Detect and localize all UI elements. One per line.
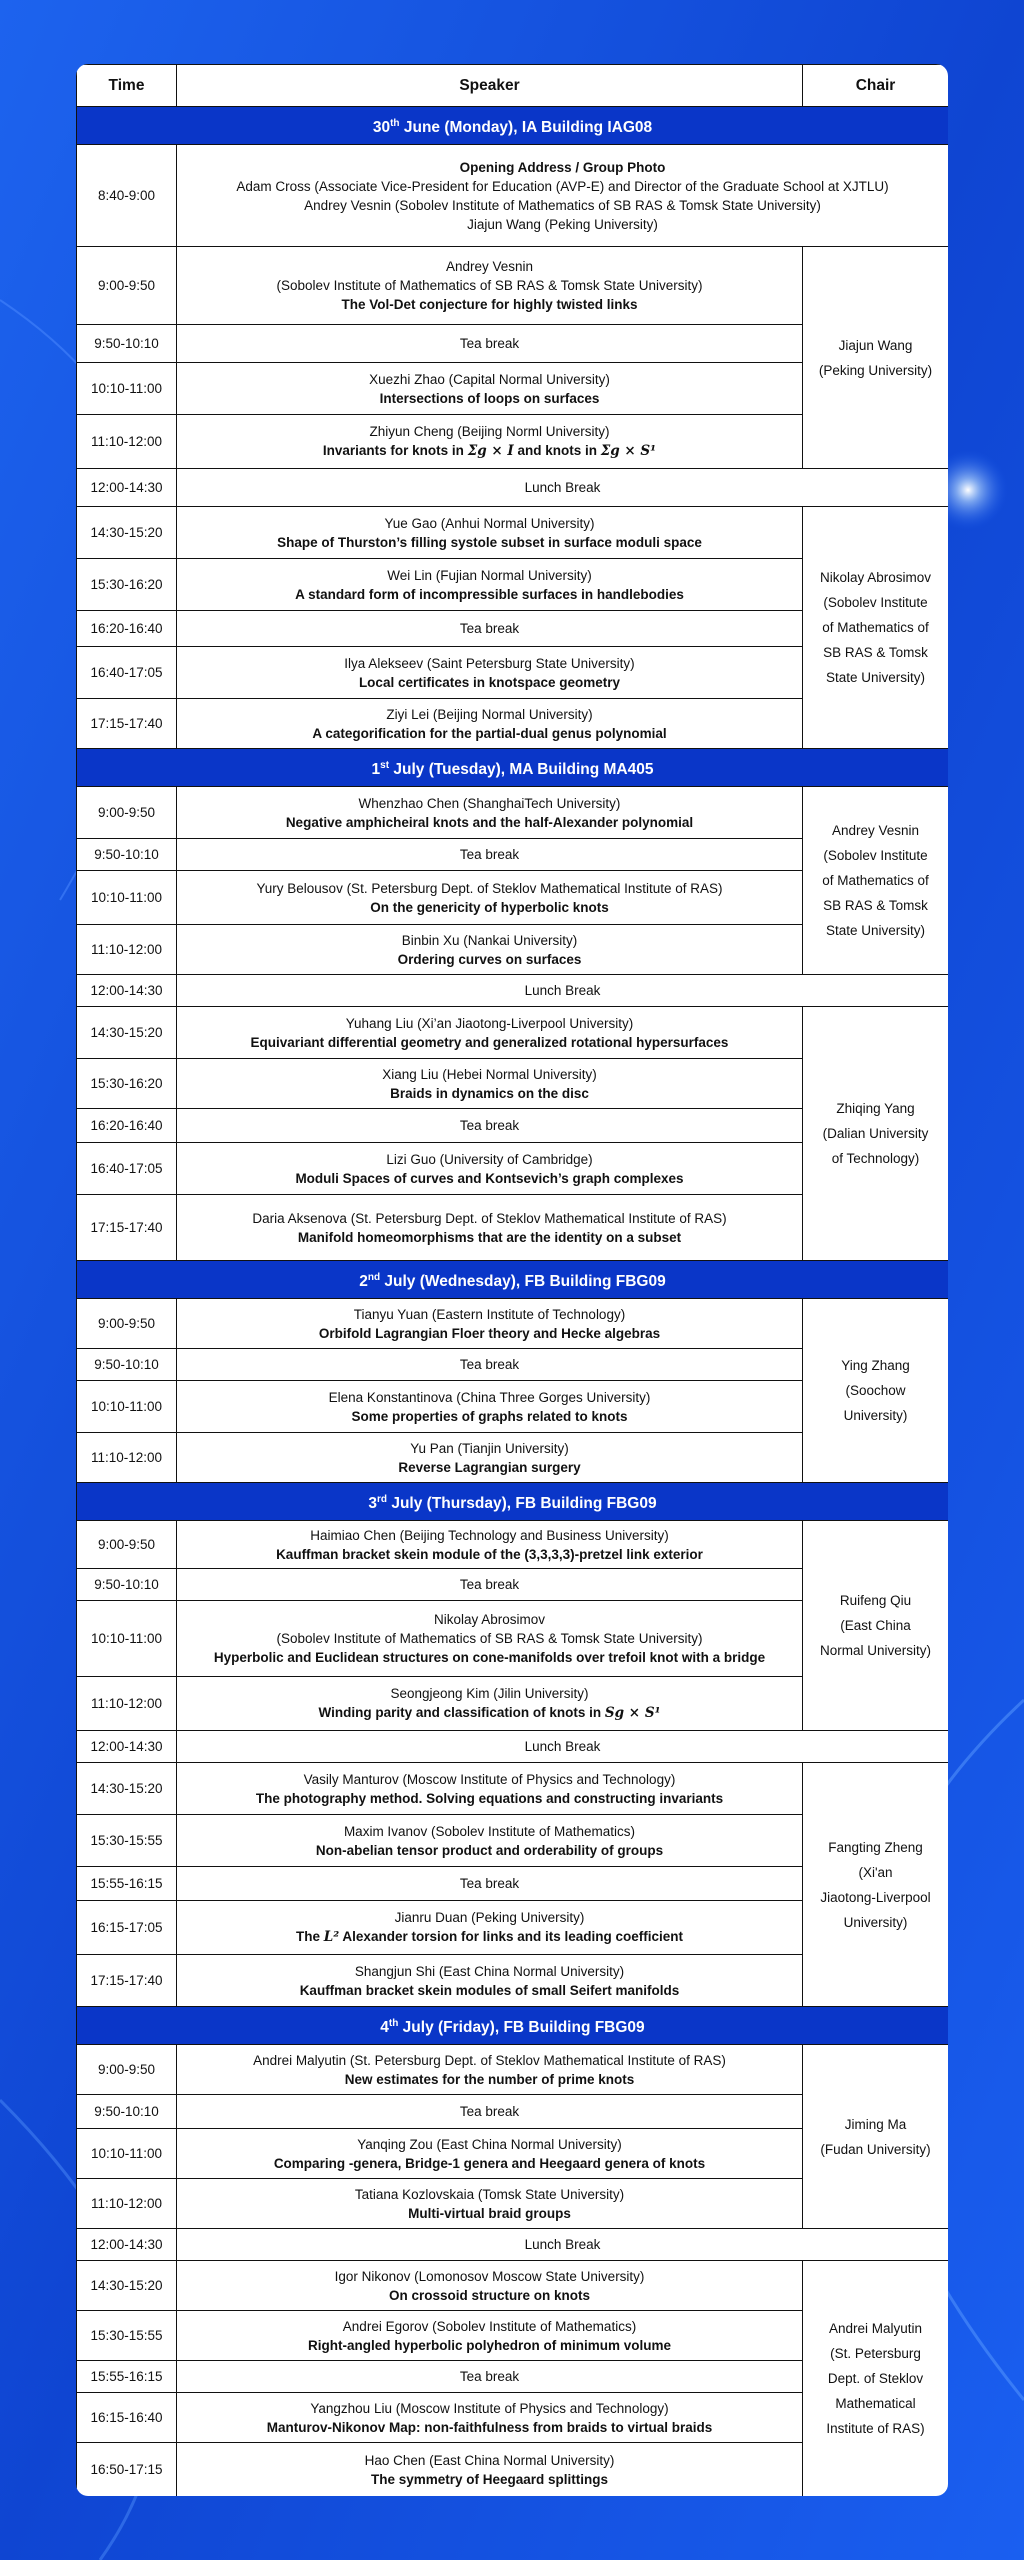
talk-title: Comparing -genera, Bridge-1 genera and Heegaard genera of knots	[273, 2155, 706, 2171]
speaker-line: Xuezhi Zhao (Capital Normal University)	[369, 371, 610, 387]
talk-title: A categorification for the partial-dual genus polynomial	[312, 725, 667, 741]
slot-time: 14:30-15:20	[77, 2261, 177, 2311]
talk-title: Kauffman bracket skein module of the (3,3,3,3)-pretzel link exterior	[276, 1546, 703, 1562]
talk-cell	[177, 2129, 803, 2179]
talk-title: Non-abelian tensor product and orderability of groups	[315, 1842, 664, 1858]
talk-cell	[177, 1955, 803, 2007]
chair-line: Jiaotong-Liverpool	[820, 1889, 931, 1905]
chair-line: (Sobolev Institute	[823, 848, 928, 863]
day-heading: 4th July (Friday), FB Building FBG09	[77, 2007, 949, 2045]
talk-title: Shape of Thurston’s filling systole subset in surface moduli space	[277, 534, 702, 550]
speaker-line: Yuhang Liu (Xi’an Jiaotong-Liverpool University)	[345, 1015, 634, 1031]
slot-time: 14:30-15:20	[77, 507, 177, 559]
chair-line: Normal University)	[819, 1643, 931, 1658]
chair-line: (Dalian University	[822, 1126, 929, 1141]
chair-line: Jiajun Wang	[838, 337, 913, 353]
header-speaker: Speaker	[177, 65, 803, 107]
lunch-break: Lunch Break	[177, 1731, 949, 1763]
talk-cell	[177, 2443, 803, 2497]
speaker-line: Yu Pan (Tianjin University)	[410, 1440, 569, 1456]
talk-cell	[177, 1381, 803, 1433]
talk-cell	[177, 415, 803, 469]
chair-line: Mathematical	[835, 2396, 916, 2411]
speaker-line: Zhiyun Cheng (Beijing Norml University)	[369, 424, 610, 439]
chair-line: (St. Petersburg	[830, 2346, 921, 2361]
day-row	[77, 1483, 949, 1521]
slot-time: 11:10-12:00	[77, 925, 177, 975]
talk-title: Multi-virtual braid groups	[408, 2205, 571, 2221]
table-row	[77, 1007, 949, 1059]
opening-cell	[177, 145, 949, 247]
session-chair	[803, 2045, 949, 2229]
talk-title: Winding parity and classification of knots in Sg × S¹	[318, 1705, 661, 1721]
speaker-line: Seongjeong Kim (Jilin University)	[390, 1686, 589, 1701]
slot-time: 10:10-11:00	[77, 1601, 177, 1677]
speaker-line: Adam Cross (Associate Vice-President for Education (AVP-E) and Director of the Graduate School at XJTLU)	[236, 178, 889, 194]
chair-line: Andrei Malyutin	[828, 2321, 923, 2336]
talk-cell	[177, 1815, 803, 1867]
talk-cell	[177, 1007, 803, 1059]
slot-time: 10:10-11:00	[77, 1381, 177, 1433]
talk-title: Manturov-Nikonov Map: non-faithfulness from braids to virtual braids	[266, 2419, 713, 2435]
header-chair: Chair	[803, 65, 949, 107]
table-row	[77, 1763, 949, 1815]
talk-cell	[177, 871, 803, 925]
slot-time: 10:10-11:00	[77, 363, 177, 415]
chair-line: State University)	[825, 923, 926, 938]
speaker-line: Jiajun Wang (Peking University)	[467, 216, 658, 232]
talk-title: The L² Alexander torsion for links and its leading coefficient	[296, 1929, 683, 1945]
chair-line: (Sobolev Institute	[823, 595, 928, 610]
slot-time: 14:30-15:20	[77, 1763, 177, 1815]
speaker-line: Yury Belousov (St. Petersburg Dept. of Steklov Mathematical Institute of RAS)	[256, 880, 723, 896]
table-row	[77, 1299, 949, 1349]
chair-line: Dept. of Steklov	[827, 2371, 924, 2386]
talk-title: The photography method. Solving equations and constructing invariants	[255, 1790, 724, 1806]
slot-time: 17:15-17:40	[77, 1955, 177, 2007]
tea-break: Tea break	[177, 1867, 803, 1901]
talk-cell	[177, 507, 803, 559]
speaker-line: Vasily Manturov (Moscow Institute of Physics and Technology)	[303, 1771, 676, 1787]
talk-title: A standard form of incompressible surfaces in handlebodies	[295, 586, 684, 602]
talk-cell	[177, 1299, 803, 1349]
slot-time: 9:50-10:10	[77, 1349, 177, 1381]
slot-time: 8:40-9:00	[77, 145, 177, 247]
speaker-name: Andrey Vesnin	[445, 259, 534, 274]
slot-time: 16:20-16:40	[77, 611, 177, 647]
speaker-line: Yanqing Zou (East China Normal University)	[357, 2136, 622, 2152]
talk-title: Reverse Lagrangian surgery	[398, 1459, 581, 1475]
chair-line: Ying Zhang	[841, 1358, 910, 1373]
chair-line: Ruifeng Qiu	[839, 1593, 912, 1608]
talk-title: Equivariant differential geometry and generalized rotational hypersurfaces	[250, 1034, 729, 1050]
speaker-line: Tatiana Kozlovskaia (Tomsk State University)	[354, 2186, 625, 2202]
slot-time: 15:30-15:55	[77, 1815, 177, 1867]
slot-time: 11:10-12:00	[77, 415, 177, 469]
session-chair	[803, 1521, 949, 1731]
speaker-line: Lizi Guo (University of Cambridge)	[386, 1151, 593, 1167]
speaker-line: Elena Konstantinova (China Three Gorges University)	[328, 1389, 651, 1405]
session-chair	[803, 1763, 949, 2007]
slot-time: 9:00-9:50	[77, 787, 177, 839]
talk-cell	[177, 247, 803, 325]
tea-break: Tea break	[177, 325, 803, 363]
slot-time: 9:00-9:50	[77, 247, 177, 325]
slot-time: 10:10-11:00	[77, 871, 177, 925]
tea-break: Tea break	[177, 1569, 803, 1601]
header-row	[77, 65, 949, 107]
slot-time: 16:40-17:05	[77, 1143, 177, 1195]
slot-time: 15:55-16:15	[77, 2361, 177, 2393]
speaker-line: Binbin Xu (Nankai University)	[401, 932, 578, 948]
table-row	[77, 975, 949, 1007]
talk-cell	[177, 647, 803, 699]
day-row	[77, 1261, 949, 1299]
chair-line: Jiming Ma	[844, 2116, 907, 2132]
chair-line: SB RAS & Tomsk	[823, 645, 928, 660]
talk-title: Negative amphicheiral knots and the half-Alexander polynomial	[285, 814, 694, 830]
chair-line: Institute of RAS)	[826, 2421, 925, 2436]
talk-title: Hyperbolic and Euclidean structures on cone-manifolds over trefoil knot with a bridge	[213, 1650, 766, 1665]
talk-title: Braids in dynamics on the disc	[390, 1085, 589, 1101]
speaker-line: Andrey Vesnin (Sobolev Institute of Mathematics of SB RAS & Tomsk State University)	[304, 197, 821, 213]
chair-line: University)	[843, 1408, 908, 1423]
talk-title: Intersections of loops on surfaces	[379, 390, 600, 406]
speaker-line: Shangjun Shi (East China Normal University)	[354, 1963, 625, 1979]
talk-title: On crossoid structure on knots	[388, 2287, 591, 2303]
table-row	[77, 787, 949, 839]
session-chair	[803, 1007, 949, 1261]
talk-cell	[177, 1195, 803, 1261]
header-time: Time	[77, 65, 177, 107]
lunch-break: Lunch Break	[177, 2229, 949, 2261]
speaker-line: Andrei Malyutin (St. Petersburg Dept. of Steklov Mathematical Institute of RAS)	[253, 2052, 726, 2068]
slot-time: 15:55-16:15	[77, 1867, 177, 1901]
slot-time: 17:15-17:40	[77, 1195, 177, 1261]
talk-title: Orbifold Lagrangian Floer theory and Hecke algebras	[318, 1325, 661, 1341]
tea-break: Tea break	[177, 839, 803, 871]
chair-line: Fangting Zheng	[828, 1839, 923, 1855]
day-heading: 1st July (Tuesday), MA Building MA405	[77, 749, 949, 787]
speaker-line: Daria Aksenova (St. Petersburg Dept. of Steklov Mathematical Institute of RAS)	[252, 1210, 727, 1226]
tea-break: Tea break	[177, 1349, 803, 1381]
speaker-line: Wei Lin (Fujian Normal University)	[387, 567, 592, 583]
slot-time: 9:00-9:50	[77, 1299, 177, 1349]
talk-cell	[177, 787, 803, 839]
schedule-table	[76, 64, 948, 2496]
slot-time: 10:10-11:00	[77, 2129, 177, 2179]
slot-time: 12:00-14:30	[77, 469, 177, 507]
talk-title: Manifold homeomorphisms that are the identity on a subset	[297, 1229, 682, 1245]
day-row	[77, 2007, 949, 2045]
slot-time: 16:15-17:05	[77, 1901, 177, 1955]
talk-cell	[177, 1601, 803, 1677]
slot-time: 9:50-10:10	[77, 1569, 177, 1601]
chair-line: (Peking University)	[818, 362, 933, 378]
talk-cell	[177, 1763, 803, 1815]
talk-cell	[177, 1059, 803, 1109]
slot-time: 9:50-10:10	[77, 325, 177, 363]
chair-line: (Xi'an	[858, 1864, 893, 1880]
slot-time: 16:15-16:40	[77, 2393, 177, 2443]
speaker-line: Maxim Ivanov (Sobolev Institute of Mathematics)	[343, 1823, 636, 1839]
speaker-line: Yue Gao (Anhui Normal University)	[384, 515, 595, 531]
speaker-line: Hao Chen (East China Normal University)	[364, 2452, 615, 2468]
tea-break: Tea break	[177, 611, 803, 647]
speaker-line: Jianru Duan (Peking University)	[394, 1910, 585, 1925]
slot-time: 17:15-17:40	[77, 699, 177, 749]
talk-title: Some properties of graphs related to knots	[351, 1408, 628, 1424]
day-heading: 30th June (Monday), IA Building IAG08	[77, 107, 949, 145]
talk-title: Invariants for knots in Σg × I and knots in Σg × S¹	[322, 443, 657, 459]
table-row	[77, 1731, 949, 1763]
day-row	[77, 107, 949, 145]
slot-time: 15:30-16:20	[77, 559, 177, 611]
slot-time: 11:10-12:00	[77, 1677, 177, 1731]
chair-line: of Technology)	[831, 1151, 920, 1166]
talk-title: The symmetry of Heegaard splittings	[370, 2471, 609, 2487]
talk-cell	[177, 363, 803, 415]
chair-line: State University)	[825, 670, 926, 685]
talk-cell	[177, 1433, 803, 1483]
talk-cell	[177, 559, 803, 611]
slot-time: 11:10-12:00	[77, 1433, 177, 1483]
talk-title: New estimates for the number of prime knots	[344, 2071, 635, 2087]
schedule-sheet	[76, 64, 948, 2496]
speaker-line: Ziyi Lei (Beijing Normal University)	[386, 706, 593, 722]
session-chair	[803, 1299, 949, 1483]
slot-time: 11:10-12:00	[77, 2179, 177, 2229]
talk-cell	[177, 2261, 803, 2311]
talk-cell	[177, 1901, 803, 1955]
talk-title: Ordering curves on surfaces	[397, 951, 582, 967]
session-chair	[803, 2261, 949, 2497]
speaker-line: Igor Nikonov (Lomonosov Moscow State University)	[334, 2268, 645, 2284]
day-heading: 2nd July (Wednesday), FB Building FBG09	[77, 1261, 949, 1299]
slot-time: 9:00-9:50	[77, 1521, 177, 1569]
table-row	[77, 2261, 949, 2311]
table-row	[77, 247, 949, 325]
session-chair	[803, 247, 949, 469]
chair-line: of Mathematics of	[822, 873, 929, 888]
talk-title: Local certificates in knotspace geometry	[358, 674, 621, 690]
slot-time: 15:30-16:20	[77, 1059, 177, 1109]
talk-cell	[177, 1677, 803, 1731]
table-row	[77, 469, 949, 507]
slot-time: 16:20-16:40	[77, 1109, 177, 1143]
talk-title: The Vol-Det conjecture for highly twisted links	[341, 297, 638, 312]
speaker-line: Yangzhou Liu (Moscow Institute of Physics and Technology)	[310, 2400, 669, 2416]
lunch-break: Lunch Break	[177, 975, 949, 1007]
session-chair	[803, 507, 949, 749]
slot-time: 9:00-9:50	[77, 2045, 177, 2095]
slot-time: 12:00-14:30	[77, 975, 177, 1007]
day-row	[77, 749, 949, 787]
table-row	[77, 2045, 949, 2095]
slot-time: 9:50-10:10	[77, 2095, 177, 2129]
chair-line: (Fudan University)	[820, 2141, 931, 2157]
talk-cell	[177, 2393, 803, 2443]
slot-time: 14:30-15:20	[77, 1007, 177, 1059]
day-heading: 3rd July (Thursday), FB Building FBG09	[77, 1483, 949, 1521]
session-chair	[803, 787, 949, 975]
talk-cell	[177, 2045, 803, 2095]
talk-cell	[177, 2311, 803, 2361]
speaker-line: Xiang Liu (Hebei Normal University)	[382, 1066, 597, 1082]
chair-line: Andrey Vesnin	[831, 823, 920, 838]
talk-title: Moduli Spaces of curves and Kontsevich’s graph complexes	[295, 1170, 684, 1186]
slot-time: 15:30-15:55	[77, 2311, 177, 2361]
speaker-line: Tianyu Yuan (Eastern Institute of Technology)	[353, 1306, 626, 1322]
chair-line: Nikolay Abrosimov	[819, 570, 932, 585]
talk-title: On the genericity of hyperbolic knots	[370, 899, 609, 915]
talk-title: Right-angled hyperbolic polyhedron of minimum volume	[307, 2337, 672, 2353]
slot-time: 12:00-14:30	[77, 1731, 177, 1763]
tea-break: Tea break	[177, 1109, 803, 1143]
speaker-line: Ilya Alekseev (Saint Petersburg State University)	[344, 655, 635, 671]
slot-time: 16:50-17:15	[77, 2443, 177, 2497]
talk-cell	[177, 1521, 803, 1569]
slot-time: 16:40-17:05	[77, 647, 177, 699]
chair-line: Zhiqing Yang	[836, 1101, 915, 1116]
lunch-break: Lunch Break	[177, 469, 949, 507]
talk-cell	[177, 2179, 803, 2229]
speaker-affiliation: (Sobolev Institute of Mathematics of SB RAS & Tomsk State University)	[276, 1631, 703, 1646]
talk-cell	[177, 925, 803, 975]
tea-break: Tea break	[177, 2361, 803, 2393]
chair-line: (Soochow	[845, 1383, 906, 1398]
speaker-line: Haimiao Chen (Beijing Technology and Business University)	[310, 1527, 669, 1543]
talk-title: Kauffman bracket skein modules of small Seifert manifolds	[299, 1982, 680, 1998]
tea-break: Tea break	[177, 2095, 803, 2129]
table-row	[77, 507, 949, 559]
chair-line: of Mathematics of	[822, 620, 929, 635]
table-row	[77, 145, 949, 247]
talk-title: Opening Address / Group Photo	[459, 159, 666, 175]
chair-line: (East China	[840, 1618, 911, 1633]
chair-line: SB RAS & Tomsk	[823, 898, 928, 913]
table-row	[77, 1521, 949, 1569]
speaker-line: Whenzhao Chen (ShanghaiTech University)	[358, 795, 621, 811]
slot-time: 9:50-10:10	[77, 839, 177, 871]
talk-cell	[177, 1143, 803, 1195]
talk-cell	[177, 699, 803, 749]
table-row	[77, 2229, 949, 2261]
speaker-name: Nikolay Abrosimov	[433, 1612, 546, 1627]
slot-time: 12:00-14:30	[77, 2229, 177, 2261]
speaker-line: Andrei Egorov (Sobolev Institute of Mathematics)	[342, 2318, 637, 2334]
chair-line: University)	[843, 1914, 908, 1930]
speaker-affiliation: (Sobolev Institute of Mathematics of SB RAS & Tomsk State University)	[276, 278, 703, 293]
